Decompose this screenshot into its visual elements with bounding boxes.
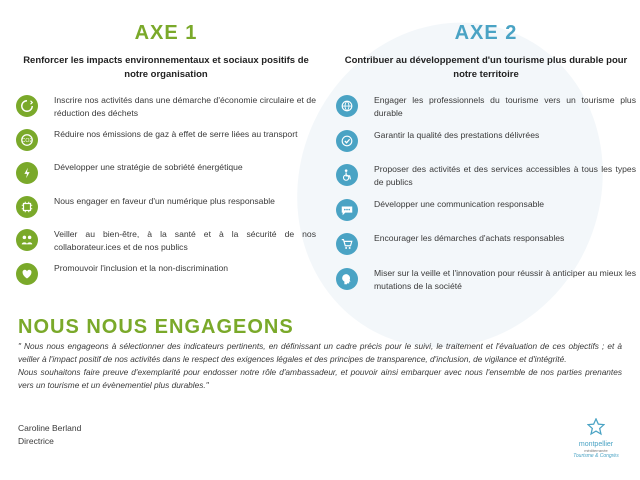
axe2-item-text: Proposer des activités et des services accessibles à tous les types de publics	[374, 164, 636, 187]
energy-plug-icon	[16, 162, 38, 184]
axe2-item-text: Encourager les démarches d'achats responsables	[374, 233, 565, 243]
axe2-item-text: Développer une communication responsable	[374, 198, 545, 209]
signature	[18, 422, 81, 448]
logo-line-2: méditerranée	[584, 448, 608, 453]
svg-text:CO2: CO2	[21, 137, 33, 144]
engagement-paragraph-1: " Nous nous engageons à sélectionner des indicateurs pertinents, en définissant un cadre précis pour le suivi, le traitement et l'évaluation de ces objectifs ; et à veiller à l'impact positif de nos activités dans le respect des exigences légales et des principes de transparence, d'inclusion, de vigilance et d'intégrité.	[18, 341, 622, 364]
logo-line-1: montpellier	[578, 441, 614, 448]
axe1-item-emissions	[16, 128, 316, 162]
chat-bubble-icon	[336, 199, 358, 221]
co2-icon	[16, 129, 38, 151]
globe-network-icon	[336, 95, 358, 117]
axe1-item-energy	[16, 161, 316, 195]
axe2-item-accessibility	[336, 163, 636, 198]
axe1-item-text: Réduire nos émissions de gaz à effet de serre liées au transport	[54, 128, 298, 139]
signature-role: Directrice	[18, 436, 54, 446]
axe2-item-innovation	[336, 267, 636, 302]
brand-logo	[566, 418, 626, 459]
axe1-item-inclusion	[16, 262, 316, 296]
axe1-column	[16, 22, 316, 295]
engagement-title: NOUS NOUS ENGAGEONS	[18, 316, 294, 338]
axe1-title: AXE 1	[134, 22, 198, 44]
axe2-item-communication	[336, 198, 636, 233]
axe2-column	[336, 22, 636, 301]
axe2-item-text: Garantir la qualité des prestations délivrées	[374, 129, 540, 140]
axe1-item-text: Veiller au bien-être, à la santé et à la sécurité de nos collaborateur.ices et de nos publics	[54, 229, 316, 252]
accessibility-icon	[336, 164, 358, 186]
axe1-item-text: Inscrire nos activités dans une démarche d'économie circulaire et de réduction des déchets	[54, 95, 316, 118]
axe2-subtitle: Contribuer au développement d'un tourisme plus durable pour notre territoire	[344, 55, 628, 80]
axe1-item-text: Développer une stratégie de sobriété énergétique	[54, 162, 243, 172]
quality-badge-icon	[336, 130, 358, 152]
axe1-item-text: Nous engager en faveur d'un numérique plus responsable	[54, 195, 275, 206]
signature-name: Caroline Berland	[18, 423, 82, 433]
engagement-quote	[18, 340, 622, 392]
axe1-subtitle: Renforcer les impacts environnementaux et sociaux positifs de notre organisation	[23, 55, 309, 80]
axe2-item-text: Engager les professionnels du tourisme vers un tourisme plus durable	[374, 95, 636, 118]
shopping-cart-icon	[336, 233, 358, 255]
axe2-item-text: Miser sur la veille et l'innovation pour réussir à anticiper au mieux les mutations de la société	[374, 267, 636, 291]
wellbeing-people-icon	[16, 229, 38, 251]
axe1-item-text: Promouvoir l'inclusion et la non-discrimination	[54, 262, 229, 273]
axe2-title: AXE 2	[454, 22, 518, 44]
inclusion-hands-icon	[16, 263, 38, 285]
axe2-item-quality	[336, 129, 636, 164]
logo-line-3: Tourisme & Congrès	[573, 453, 619, 459]
digital-chip-icon	[16, 196, 38, 218]
axe1-item-circular-economy	[16, 94, 316, 128]
axe1-item-digital	[16, 195, 316, 229]
axe1-item-wellbeing	[16, 228, 316, 262]
star-logo-icon	[587, 418, 605, 436]
economy-cycle-icon	[16, 95, 38, 117]
axe2-item-purchases	[336, 232, 636, 267]
engagement-paragraph-2: Nous souhaitons faire preuve d'exemplarité pour endosser notre rôle d'ambassadeur, et pouvoir ainsi embarquer avec nous l'ensemble de nos parties prenantes vers un tourisme et un évènementiel plus durables."	[18, 367, 622, 390]
axe2-item-professionals	[336, 94, 636, 129]
innovation-head-icon	[336, 268, 358, 290]
